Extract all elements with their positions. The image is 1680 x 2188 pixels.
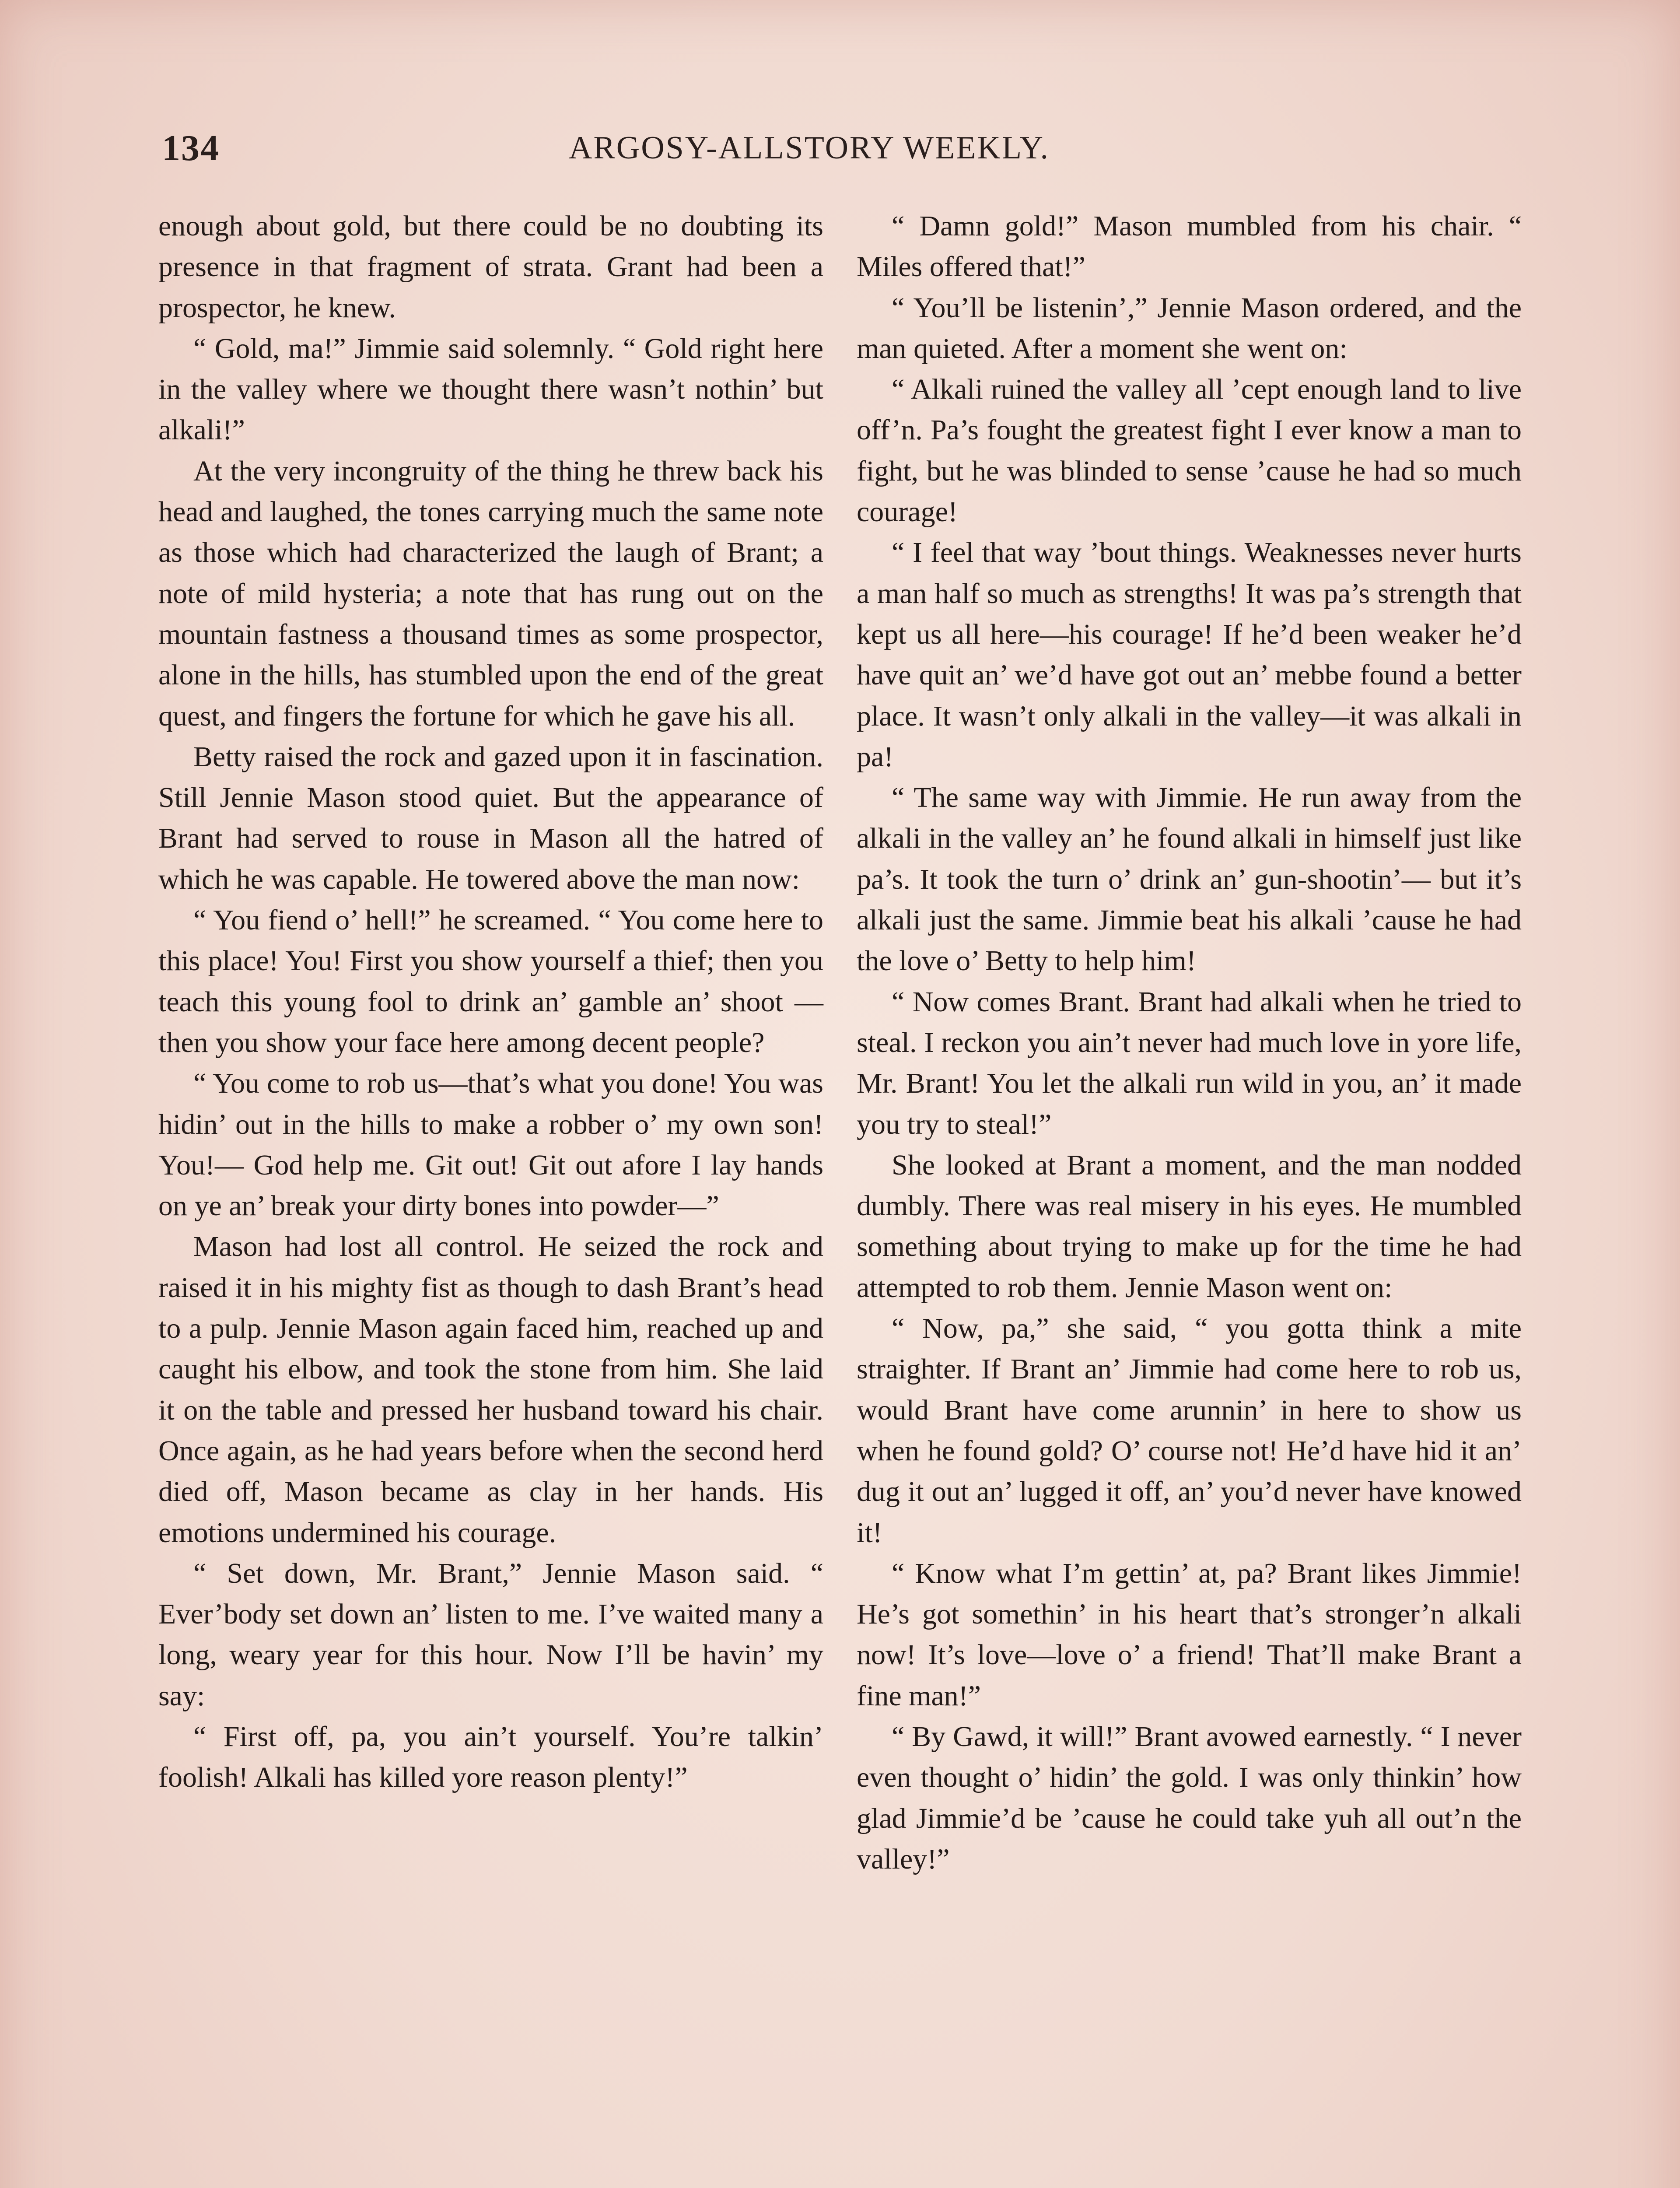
left-paragraph-1: enough about gold, but there could be no doubting its presence in that fragment of strata. Grant had been a prospector, he knew. bbox=[158, 210, 823, 324]
right-paragraph-4: “ I feel that way ’bout things. Weaknesses never hurts a man half so much as strengths! It was pa’s strength that kept us all here—his courage! If he’d been weaker he’d have quit an’ we’d have got out an’ mebbe found a better place. It wasn’t only alkali in the valley—it was alkali in pa! bbox=[857, 536, 1522, 773]
left-column bbox=[158, 206, 823, 1798]
right-paragraph-5: “ The same way with Jimmie. He run away from the alkali in the valley an’ he found alkali in himself just like pa’s. It took the turn o’ drink an’ gun-shootin’— but it’s alkali just the same. Jimmie beat his alkali ’cause he had the love o’ Betty to help him! bbox=[857, 782, 1522, 977]
running-head: ARGOSY-ALLSTORY WEEKLY. bbox=[569, 130, 1050, 166]
right-column bbox=[857, 206, 1522, 1879]
left-paragraph-6: “ You come to rob us—that’s what you done! You was hidin’ out in the hills to make a robber o’ my own son! You!— God help me. Git out! Git out afore I lay hands on ye an’ break your dirty bones into powder—” bbox=[158, 1067, 823, 1222]
left-paragraph-5: “ You fiend o’ hell!” he screamed. “ You come here to this place! You! First you show yourself a thief; then you teach this young fool to drink an’ gamble an’ shoot —then you show your face here among decent people? bbox=[158, 904, 823, 1059]
left-paragraph-3: At the very incongruity of the thing he threw back his head and laughed, the tones carrying much the same note as those which had characterized the laugh of Brant; a note of mild hysteria; a note that has rung out on the mountain fastness a thousand times as some prospector, alone in the hills, has stumbled upon the end of the great quest, and fingers the fortune for which he gave his all. bbox=[158, 455, 823, 732]
left-paragraph-4: Betty raised the rock and gazed upon it in fascination. Still Jennie Mason stood quiet. But the appearance of Brant had served to rouse in Mason all the hatred of which he was capable. He towered above the man now: bbox=[158, 740, 823, 895]
left-paragraph-8: “ Set down, Mr. Brant,” Jennie Mason said. “ Ever’body set down an’ listen to me. I’ve waited many a long, weary year for this hour. Now I’ll be havin’ my say: bbox=[158, 1557, 823, 1712]
right-paragraph-10: “ By Gawd, it will!” Brant avowed earnestly. “ I never even thought o’ hidin’ the gold. I was only thinkin’ how glad Jimmie’d be ’cause he could take yuh all out’n the valley!” bbox=[857, 1720, 1522, 1875]
right-paragraph-9: “ Know what I’m gettin’ at, pa? Brant likes Jimmie! He’s got somethin’ in his heart that’s stronger’n alkali now! It’s love—love o’ a friend! That’ll make Brant a fine man!” bbox=[857, 1557, 1522, 1712]
right-paragraph-3: “ Alkali ruined the valley all ’cept enough land to live off’n. Pa’s fought the greatest fight I ever know a man to fight, but he was blinded to sense ’cause he had so much courage! bbox=[857, 373, 1522, 528]
page-number: 134 bbox=[162, 128, 220, 168]
right-paragraph-6: “ Now comes Brant. Brant had alkali when he tried to steal. I reckon you ain’t never had much love in yore life, Mr. Brant! You let the alkali run wild in you, an’ it made you try to steal!” bbox=[857, 985, 1522, 1140]
page-header bbox=[162, 127, 1531, 179]
right-paragraph-8: “ Now, pa,” she said, “ you gotta think a mite straighter. If Brant an’ Jimmie had come here to rob us, would Brant have come arunnin’ in here to show us when he found gold? O’ course not! He’d have hid it an’ dug it out an’ lugged it off, an’ you’d never have knowed it! bbox=[857, 1312, 1522, 1549]
right-paragraph-7: She looked at Brant a moment, and the man nodded dumbly. There was real misery in his eyes. He mumbled something about trying to make up for the time he had attempted to rob them. Jennie Mason went on: bbox=[857, 1149, 1522, 1304]
left-paragraph-2: “ Gold, ma!” Jimmie said solemnly. “ Gold right here in the valley where we thought there wasn’t nothin’ but alkali!” bbox=[158, 332, 823, 446]
right-paragraph-1: “ Damn gold!” Mason mumbled from his chair. “ Miles offered that!” bbox=[857, 210, 1522, 283]
left-paragraph-9: “ First off, pa, you ain’t yourself. You’re talkin’ foolish! Alkali has killed yore reason plenty!” bbox=[158, 1720, 823, 1794]
right-paragraph-2: “ You’ll be listenin’,” Jennie Mason ordered, and the man quieted. After a moment she went on: bbox=[857, 291, 1522, 365]
left-paragraph-7: Mason had lost all control. He seized the rock and raised it in his mighty fist as though to dash Brant’s head to a pulp. Jennie Mason again faced him, reached up and caught his elbow, and took the stone from him. She laid it on the table and pressed her husband toward his chair. Once again, as he had years before when the second herd died off, Mason became as clay in her hands. His emotions undermined his courage. bbox=[158, 1231, 823, 1549]
